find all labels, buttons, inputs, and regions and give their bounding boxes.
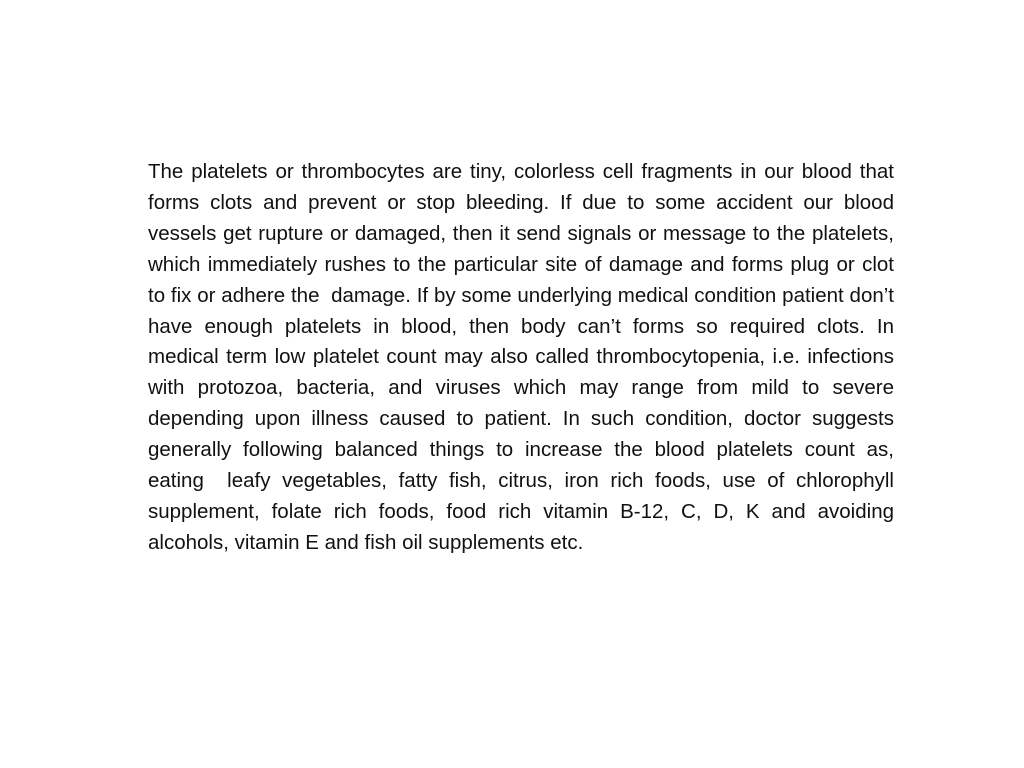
body-paragraph: The platelets or thrombocytes are tiny, colorless cell fragments in our blood that forms clots and prevent or stop bleeding. If due to some accident our blood vessels get rupture or damaged, then it send signals or message to the platelets, which immediately rushes to the particular site of damage and forms plug or clot to fix or adhere the damage. If by some underlying medical condition patient don’t have enough platelets in blood, then body can’t forms so required clots. In medical term low platelet count may also called thrombocytopenia, i.e. infections with protozoa, bacteria, and viruses which may range from mild to severe depending upon illness caused to patient. In such condition, doctor suggests generally following balanced things to increase the blood platelets count as, eating leafy vegetables, fatty fish, citrus, iron rich foods, use of chlorophyll supplement, folate rich foods, food rich vitamin B-12, C, D, K and avoiding alcohols, vitamin E and fish oil supplements etc. [148, 160, 900, 554]
